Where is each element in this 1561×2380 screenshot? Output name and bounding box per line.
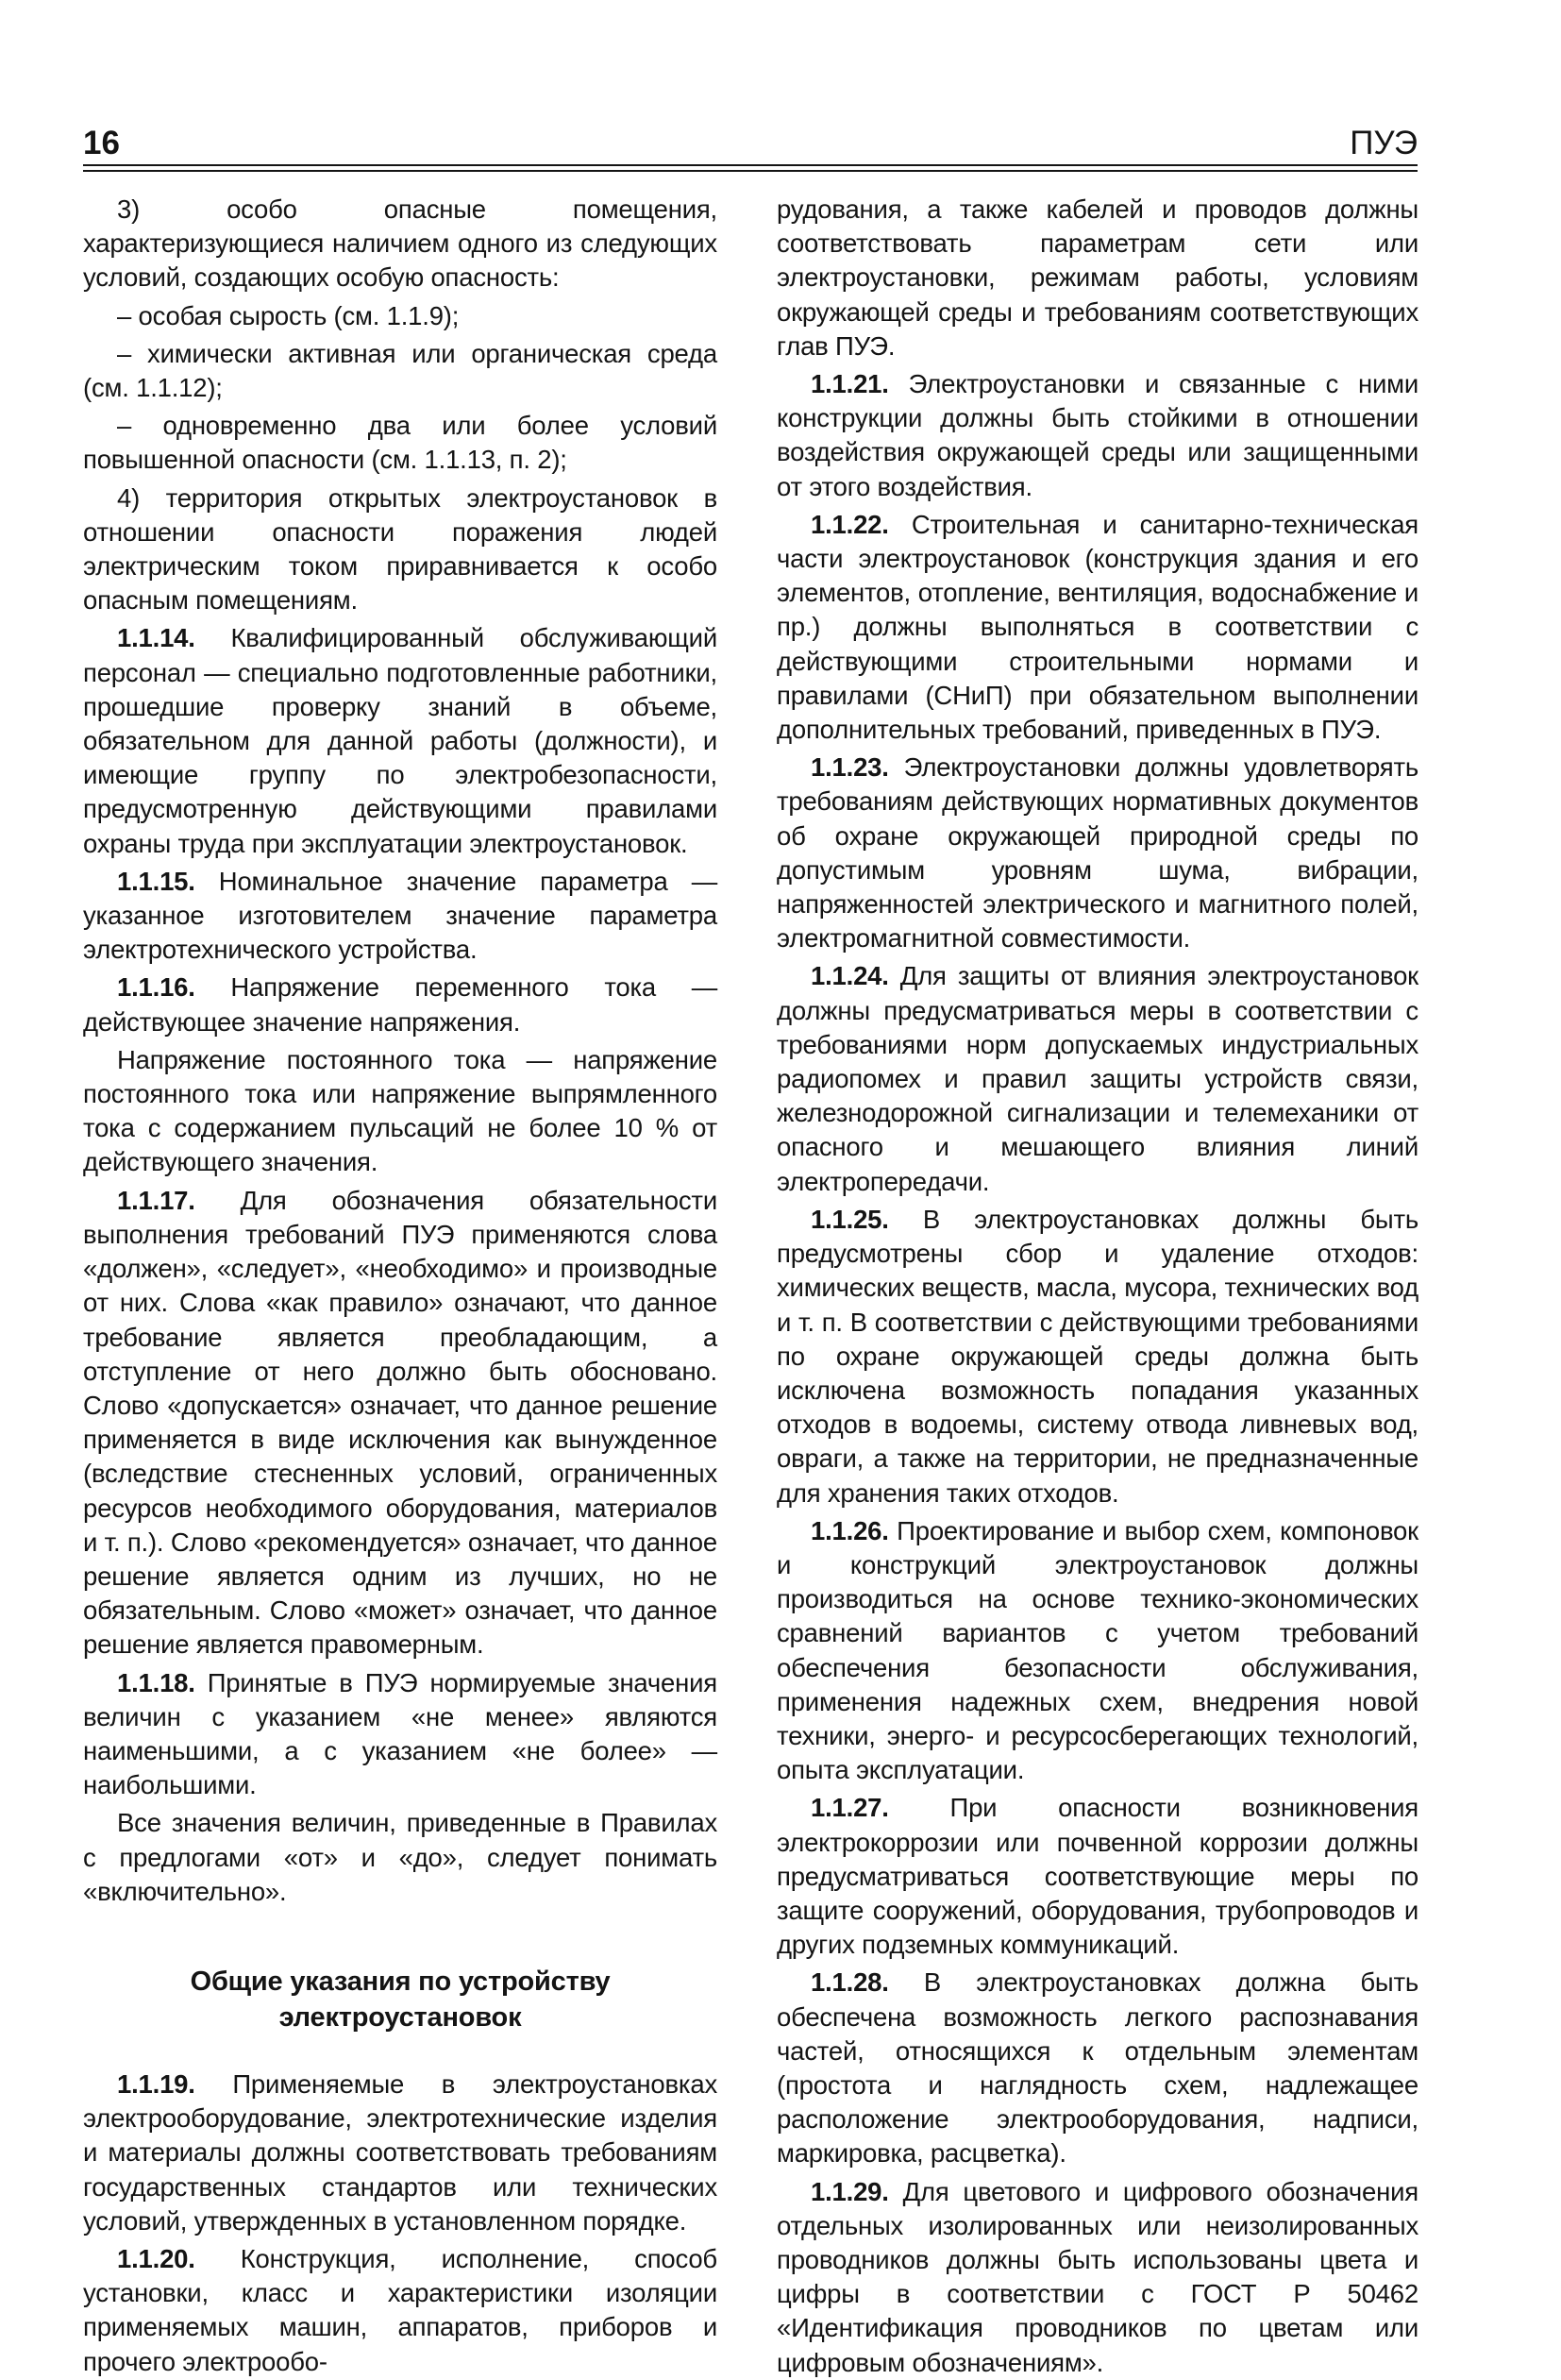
clause-text: Для цветового и цифрового обозначения отдельных изолированных или неизолированных проводников должны быть использованы цвета и цифры в соответствии с ГОСТ Р 50462 «Идентификация проводников по цветам или цифровым обозначениям». (777, 2176, 1418, 2377)
header-rule-bottom (83, 170, 1418, 172)
paragraph: Напряжение постоянного тока — напряжение постоянного тока или напряжение выпрямленного тока с содержанием пульсаций не более 10 % от действующего значения. (83, 1044, 717, 1177)
clause-text: В электроустановках должна быть обеспечена возможность легкого распознавания частей, относящихся к отдельным элементам (простота и наглядность схем, надлежащее расположение электрооборудования, надписи, маркировка, расцветка). (777, 1967, 1418, 2169)
paragraph: Все значения величин, приведенные в Правилах с предлогами «от» и «до», следует понимать «включительно». (83, 1808, 717, 1906)
clause-number: 1.1.29. (811, 2176, 889, 2206)
section-heading (83, 1964, 717, 2035)
clause-text: В электроустановках должны быть предусмотрены сбор и удаление отходов: химических веществ, масла, мусора, технических вод и т. п. В соответствии с действующими требованиями по охране окружающей среды должна быть исключена возможность попадания указанных отходов в водоемы, систему отвода ливневых вод, овраги, а также на территории, не предназначенные для хранения таких отходов. (777, 1204, 1418, 1508)
clause-text: Для защиты от влияния электроустановок должны предусматриваться меры в соответствии с требованиями норм допускаемых индустриальных радиопомех и правил защиты устройств связи, железнодорожной сигнализации и телемеханики от опасного и мешающего влияния линий электропередачи. (777, 961, 1418, 1196)
clause-number: 1.1.14. (117, 623, 195, 653)
section-heading-line1: Общие указания по устройству (190, 1966, 611, 1997)
page-number: 16 (83, 125, 120, 161)
clause-paragraph (83, 621, 717, 860)
clause-text: Для обозначения обязательности выполнения требований ПУЭ применяются слова «должен», «следует», «необходимо» и производные от них. Слова «как правило» означают, что данное требование является преобладающим, а отступление от него должно быть обосновано. Слово «допускается» означает, что данное решение применяется в виде исключения как вынужденное (вследствие стесненных условий, ограниченных ресурсов необходимого оборудования, материалов и т. п.). Слово «рекомендуется» означает, что данное решение является одним из лучших, но не обязательным. Слово «может» означает, что данное решение является правомерным. (83, 1185, 717, 1660)
clause-text: Принятые в ПУЭ нормируемые значения величин с указанием «не менее» являются наименьшими, а с указанием «не более» — наибольшими. (83, 1667, 717, 1800)
clause-text: Строительная и санитарно-техническая части электроустановок (конструкция здания и его элементов, отопление, вентиляция, водоснабжение и пр.) должны выполняться в соответствии с действующими строительными нормами и правилами (СНиП) при обязательном выполнении дополнительных требований, приведенных в ПУЭ. (777, 509, 1418, 745)
clause-paragraph (83, 2242, 717, 2379)
clause-number: 1.1.21. (811, 369, 889, 399)
clause-number: 1.1.23. (811, 752, 889, 783)
clause-number: 1.1.27. (811, 1793, 889, 1823)
page-header (83, 117, 1418, 170)
clause-paragraph (83, 865, 717, 968)
clause-paragraph (83, 2068, 717, 2238)
clause-paragraph (777, 2175, 1418, 2380)
clause-paragraph (777, 508, 1418, 747)
clause-paragraph (777, 1203, 1418, 1511)
clause-paragraph (777, 1791, 1418, 1962)
header-rule-top (83, 164, 1418, 166)
clause-number: 1.1.15. (117, 866, 195, 896)
clause-text: Напряжение переменного тока — действующее значение напряжения. (83, 972, 717, 1037)
right-column (777, 193, 1418, 2380)
clause-text: Применяемые в электроустановках электрооборудование, электротехнические изделия и материалы должны соответствовать требованиям государственных стандартов или технических условий, утвержденных в установленном порядке. (83, 2068, 717, 2236)
clause-text: Номинальное значение параметра — указанное изготовителем значение параметра электротехнического устройства. (83, 866, 717, 965)
clause-number: 1.1.20. (117, 2243, 195, 2273)
clause-text: Проектирование и выбор схем, компоновок и конструкций электроустановок должны производиться на основе технико-экономических сравнений вариантов с учетом требований обеспечения безопасности обслуживания, применения надежных схем, внедрения новой техники, энерго- и ресурсосберегающих технологий, опыта эксплуатации. (777, 1515, 1418, 1785)
paragraph: рудования, а также кабелей и проводов должны соответствовать параметрам сети или электроустановки, режимам работы, условиям окружающей среды и требованиям соответствующих глав ПУЭ. (777, 194, 1418, 361)
clause-paragraph (777, 367, 1418, 504)
clause-paragraph (83, 1184, 717, 1663)
paragraph: 3) особо опасные помещения, характеризующиеся наличием одного из следующих условий, создающих особую опасность: (83, 194, 717, 293)
clause-number: 1.1.22. (811, 509, 889, 539)
clause-paragraph (777, 959, 1418, 1198)
left-column (83, 193, 717, 2379)
clause-text: Электроустановки должны удовлетворять требованиям действующих нормативных документов об охране окружающей природной среды по допустимым уровням шума, вибрации, напряженностей электрического и магнитного полей, электромагнитной совместимости. (777, 752, 1418, 954)
clause-number: 1.1.28. (811, 1967, 889, 1998)
paragraph: – химически активная или органическая среда (см. 1.1.12); (83, 338, 717, 403)
clause-number: 1.1.16. (117, 972, 195, 1003)
clause-number: 1.1.18. (117, 1667, 195, 1697)
clause-number: 1.1.25. (811, 1204, 889, 1234)
section-heading-line2: электроустановок (278, 2001, 522, 2033)
paragraph: – особая сырость (см. 1.1.9); (117, 300, 460, 330)
clause-text: Электроустановки и связанные с ними конструкции должны быть стойкими в отношении воздействия окружающей среды или защищенными от этого воздействия. (777, 369, 1418, 501)
clause-number: 1.1.17. (117, 1185, 195, 1215)
clause-number: 1.1.24. (811, 961, 889, 991)
running-title: ПУЭ (1350, 125, 1418, 161)
clause-paragraph (777, 1966, 1418, 2170)
clause-text: При опасности возникновения электрокоррозии или почвенной коррозии должны предусматриваться соответствующие меры по защите сооружений, оборудования, трубопроводов и других подземных коммуникаций. (777, 1793, 1418, 1960)
clause-paragraph (83, 1666, 717, 1803)
clause-paragraph (83, 971, 717, 1038)
clause-number: 1.1.26. (811, 1515, 889, 1545)
clause-text: Конструкция, исполнение, способ установки, класс и характеристики изоляции применяемых машин, аппаратов, приборов и прочего электрообо- (83, 2243, 717, 2376)
clause-paragraph (777, 751, 1418, 955)
paragraph: – одновременно два или более условий повышенной опасности (см. 1.1.13, п. 2); (83, 411, 717, 475)
clause-number: 1.1.19. (117, 2068, 195, 2099)
clause-text: Квалифицированный обслуживающий персонал — специально подготовленные работники, прошедшие проверку знаний в объеме, обязательном для данной работы (должности), и имеющие группу по электробезопасности, предусмотренную действующими правилами охраны труда при эксплуатации электроустановок. (83, 623, 717, 858)
clause-paragraph (777, 1514, 1418, 1788)
paragraph: 4) территория открытых электроустановок в отношении опасности поражения людей электрическим током приравнивается к особо опасным помещениям. (83, 482, 717, 616)
